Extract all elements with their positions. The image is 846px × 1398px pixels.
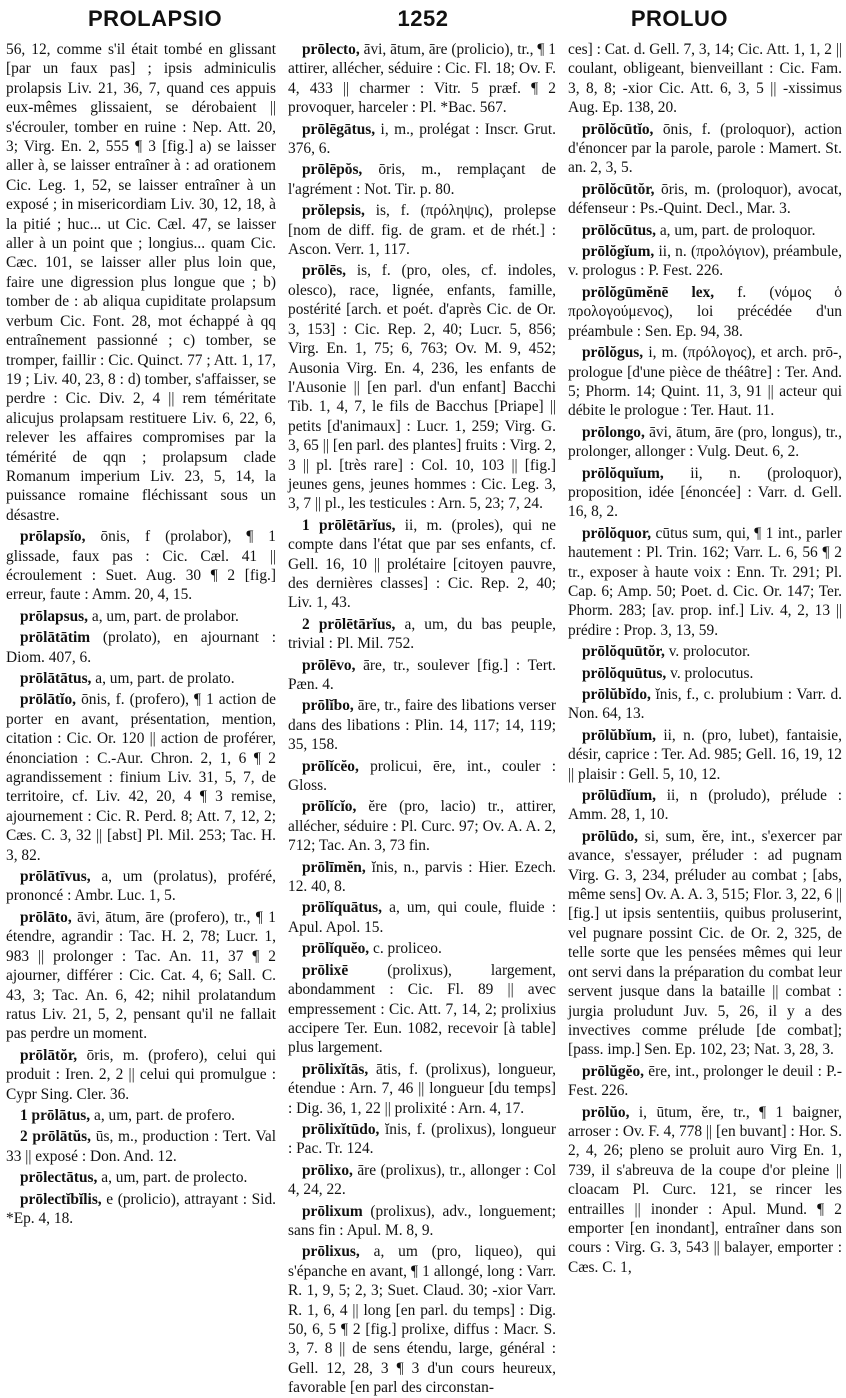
entry-definition: ēre, int., prolonger le deuil : P.-Fest. 226. [568,1062,842,1100]
entry-headword: prŏlepsis, [302,202,365,220]
entry-headword: prōlēvo, [302,656,356,674]
entry-definition: (prolixus), adv., longuement; sans fin : Apul. M. 8, 9. [288,1202,556,1239]
entry-definition: āre (prolixus), tr., allonger : Col 4, 24, 22. [288,1161,556,1199]
entry-headword: prōlŏcūtŏr, [582,180,655,198]
entry-headword: prōlectĭbĭlis, [20,1190,102,1208]
entry-definition: a, um, du bas peuple, trivial : Pl. Mil. 752. [288,615,556,653]
entry-headword: prōlŭbĭum, [582,726,656,744]
entry-headword: 2 prōlētārĭus, [302,615,396,633]
entry-headword: prōlŏgus, [582,344,644,362]
entry-headword: prōlĭquātus, [302,899,382,917]
entry-headword: 2 prōlātŭs, [20,1128,92,1146]
entry-headword: prōlŏquor, [582,524,652,542]
entry-definition: āre, tr., soulever [fig.] : Tert. Pæn. 4. [288,656,556,693]
dictionary-entry [568,726,842,784]
dictionary-entry [6,867,276,906]
dictionary-entry [288,939,556,958]
dictionary-entry [288,1161,556,1200]
dictionary-entry [288,696,556,754]
entry-definition: 56, 12, comme s'il était tombé en glissant [par un faux pas] ; ipsis adminiculis prolapsis Liv. 21, 36, 7, quand ces appuis eux-mêmes glissaient, se dérobaient || s'écrouler, tomber en ruine : Nep. Att. 20, 3; Virg. En. 2, 555 ¶ 3 [fig.] a) se laisser aller à, se laisser entraîner à : ad orationem Cic. Leg. 1, 52, se laisser entraîner à un exposé ; in misericordiam Liv. 30, 12, 18, à la pitié ; huc... ut Cic. Cæl. 47, se laisser aller à un point que ; longius... quam Cic. Cæc. 101, se laisser aller plus loin que, faire une digression plus longue que ; b) tomber de : ab aliqua cupiditate prolapsum verbum Cic. Font. 28, mot échappé à qq entraînement passionné ; c) tomber, se tromper, faillir : Cic. Quinct. 77 ; Att. 1, 17, 19 ; Liv. 40, 23, 8 : d) tomber, s'affaisser, se perdre : Cic. Div. 2, 4 || rem téméritate alicujus prolapsam restituere Liv. 6, 22, 6, relever les affaires compromises par la témérité de qqn ; prolapsum clade Romanum imperium Liv. 23, 5, 14, la puissance romaine fléchissant sous un désastre. [6,41,276,524]
entry-headword: prōlĭcĭo, [302,798,357,816]
entry-headword: prōlapsĭo, [20,528,86,546]
column-3 [568,40,842,1348]
dictionary-entry [568,685,842,724]
dictionary-entry [288,797,556,855]
entry-definition: ĕre (pro, lacio) tr., attirer, allécher, séduire : Pl. Curc. 97; Ov. A. A. 2, 712; Tac. An. 3, 73 fin. [288,798,557,855]
dictionary-entry [568,242,842,281]
entry-definition: āre, tr., faire des libations verser dans des libations : Plin. 14, 117; 14, 119; 35, 158. [288,697,556,754]
entry-definition: i, m. (πρόλογος), et arch. prō-, prologue [d'une pièce de théâtre] : Ter. And. 5; Phorm. 14; Quint. 11, 3, 91 || acteur qui débite le prologue : Ter. Haut. 11. [568,344,842,420]
entry-headword: prōlūdĭum, [582,787,656,805]
entry-definition: ii, m. (proles), qui ne compte dans l'état que par ses enfants, cf. Gell. 16, 10 || prolétaire [citoyen pauvre, des dernières classes] : Cic. Rep. 2, 40; Liv. 1, 43. [288,516,557,612]
dictionary-entry [568,664,842,683]
dictionary-entry [288,1242,556,1397]
dictionary-entry [568,180,842,219]
left-guide-word: PROLAPSIO [88,6,223,31]
entry-definition: e (prolicio), attrayant : Sid. *Ep. 4, 18. [6,1190,276,1227]
entry-definition: ōris, m. (profero), celui qui produit : Iren. 2, 2 || celui qui promulgue : Cypr Sing. Cler. 36. [6,1046,276,1103]
entry-definition: āvi, ātum, āre (pro, longus), tr., prolonger, allonger : Vulg. Deut. 6, 2. [568,423,842,461]
entry-definition: ii, n. (προλόγιον), préambule, v. prologus : P. Fest. 226. [568,243,842,280]
dictionary-entry [568,283,842,341]
entry-headword: prōlātātim [20,629,91,647]
entry-definition: (prolato), en ajournant : Diom. 407, 6. [6,629,276,666]
entry-headword: prōlēpŏs, [302,161,363,179]
entry-definition: f. (νόμος ὁ προλογούμενος), loi précédée d'un préambule : Sen. Ep. 94, 38. [568,283,842,340]
entry-headword: prōlēs, [302,262,347,280]
page-header [0,6,846,36]
dictionary-entry [568,221,842,240]
entry-headword: prōlixē [302,961,349,979]
dictionary-entry [288,656,556,695]
dictionary-entry [6,40,276,525]
dictionary-entry [288,201,556,259]
entry-headword: prōlŏcūtĭo, [582,120,654,138]
entry-headword: prōlĭbo, [302,697,354,715]
entry-headword: prōlŏquūtŏr, [582,643,665,661]
dictionary-entry [288,961,556,1058]
entry-headword: prōlātātus, [20,670,92,687]
dictionary-entry [6,1168,276,1187]
dictionary-entry [288,40,556,118]
entry-definition: a, um, part. de proloquor. [659,221,816,239]
entry-definition: āvi, ātum, āre (prolicio), tr., ¶ 1 attirer, allécher, séduire : Cic. Fl. 18; Ov. F. 4, 433 || charmer : Vitr. 5 præf. ¶ 2 provoquer, harceler : Pl. *Bac. 567. [288,41,556,117]
entry-headword: prōlixĭtūdo, [302,1120,380,1138]
entry-definition: cūtus sum, qui, ¶ 1 int., parler hautement : Pl. Trin. 162; Varr. L. 6, 56 ¶ 2 tr., exposer à haute voix : Enn. Tr. 291; Pl. Cap. 6; Amp. 50; Poet. d. Cic. Or. 147; Ter. Phorm. 283; [av. prop. inf.] Liv. 4, 2, 13 || prédire : Prop. 3, 13, 59. [568,524,842,639]
entry-headword: prōlectātus, [20,1169,98,1187]
entry-headword: prōlixum [302,1202,363,1220]
entry-definition: ōris, m. (proloquor), avocat, défenseur : Ps.-Quint. Decl., Mar. 3. [568,180,842,218]
dictionary-entry [6,908,276,1044]
entry-definition: (prolixus), largement, abondamment : Cic. Fl. 89 || avec empressement : Cic. Att. 7, 14, 2; prolixius accipere Ter. Eun. 1082, recevoir [à table] plus largement. [288,961,556,1057]
entry-headword: prōlŏquūtus, [582,664,667,682]
dictionary-entry [568,1062,842,1101]
dictionary-entry [288,1060,556,1118]
entry-headword: prōlixĭtās, [302,1060,369,1078]
dictionary-entry [288,1120,556,1159]
entry-definition: v. prolocutor. [668,643,751,661]
dictionary-entry [288,858,556,897]
entry-headword: prōlŏcūtus, [582,221,656,239]
entry-definition: v. prolocutus. [670,664,754,682]
dictionary-entry [568,120,842,178]
dictionary-entry [6,527,276,605]
right-guide-word: PROLUO [630,6,728,31]
dictionary-entry [6,690,276,865]
entry-definition: a, um (prolatus), proféré, prononcé : Ambr. Luc. 1, 5. [6,868,276,905]
entry-headword: prōlŏquĭum, [582,464,664,482]
entry-definition: a, um, part. de prolato. [95,670,235,687]
dictionary-entry [568,423,842,462]
entry-definition: is, f. (pro, oles, cf. indoles, olesco), race, lignée, enfants, famille, postérité [arch. et poét. d'après Cic. de Or. 3, 153] : Cic. Rep. 2, 40; Lucr. 5, 856; Virg. En. 1, 75; 6, 763; Ov. M. 9, 452; Ausonia Virg. En. 4, 236, les enfants de l'Ausonie || [en parl. d'un enfant] Bacchi Tib. 1, 4, 7, le fils de Bacchus [Priape] || petits [d'animaux] : Lucr. 1, 259; Virg. G. 3, 65 || [en parl. des plantes] fruits : Virg. 2, 3 || pl. [très rare] : Col. 10, 103 || [fig.] jeunes gens, jeunes hommes : Cic. Leg. 3, 3, 7 || pl., les testicules : Arn. 5, 23; 7, 24. [288,262,556,513]
entry-definition: ōnis, f. (profero), ¶ 1 action de porter en avant, présentation, mention, citation : Cic. Or. 120 || action de proférer, énonciation : C.-Aur. Chron. 2, 1, 6 ¶ 2 agrandissement : finium Liv. 31, 5, 7, de territoire, cf. Liv. 42, 20, 4 ¶ 3 remise, ajournement : Cic. R. Perd. 8; Att. 7, 12, 2; Cæs. C. 3, 32 || [abst] Pl. Mil. 253; Tac. H. 3, 82. [6,691,276,864]
entry-definition: ĭnis, f., c. prolubium : Varr. d. Non. 64, 13. [568,686,842,723]
entry-headword: prōlapsus, [20,607,89,625]
entry-definition: ōris, m., remplaçant de l'agrément : Not. Tir. p. 80. [288,161,556,198]
entry-headword: prōlēgātus, [302,120,376,138]
entry-headword: prōlecto, [302,41,360,58]
entry-headword: 1 prōlētārĭus, [302,516,396,534]
entry-headword: 1 prōlātus, [20,1106,91,1124]
entry-definition: ĭnis, n., parvis : Hier. Ezech. 12. 40, 8. [288,858,556,896]
dictionary-entry [568,343,842,421]
entry-headword: prōlātŏr, [20,1046,78,1064]
entry-headword: prōlongo, [582,423,645,441]
entry-definition: āvi, ātum, āre (profero), tr., ¶ 1 étendre, agrandir : Tac. H. 2, 78; Lucr. 1, 983 || prolonger : Tac. An. 11, 37 ¶ 2 ajourner, différer : Cic. Cat. 4, 6; Sall. C. 43, 3; Tac. An. 6, 42; nihil prolatandum ratus Liv. 21, 5, 2, pensant qu'il ne fallait pas perdre un moment. [6,908,276,1043]
entry-headword: prōlūdo, [582,827,639,845]
entry-definition: ātis, f. (prolixus), longueur, étendue : Arn. 7, 46 || longueur [du temps] : Dig. 36, 1, 22 || prolixité : Arn. 4, 17. [288,1060,556,1117]
entry-headword: prōlātĭo, [20,691,77,709]
entry-definition: ūs, m., production : Tert. Val 33 || exposé : Don. And. 12. [6,1128,276,1165]
column-1 [6,40,276,1348]
dictionary-entry [288,516,556,613]
entry-definition: ces] : Cat. d. Gell. 7, 3, 14; Cic. Att. 1, 1, 2 || coulant, obligeant, bienveillant : Cic. Fam. 3, 8, 8; -xior Cic. Att. 6, 3, 5 || -xissimus Aug. Ep. 138, 20. [568,41,842,117]
entry-headword: prōlŏgĭum, [582,243,655,261]
dictionary-entry [568,40,842,118]
dictionary-entry [6,1190,276,1229]
entry-headword: prōlixo, [302,1161,353,1179]
entry-definition: ii, n. (pro, lubet), fantaisie, désir, caprice : Ter. Ad. 985; Gell. 16, 19, 12 || plaisir : Gell. 5, 10, 12. [568,726,842,783]
dictionary-entry [288,261,556,513]
entry-definition: ōnis, f (prolabor), ¶ 1 glissade, faux pas : Cic. Cæl. 41 || écroulement : Suet. Aug. 30 ¶ 2 [fig.] erreur, faute : Amm. 20, 4, 15. [6,528,276,604]
dictionary-entry [288,898,556,937]
dictionary-entry [6,1106,276,1125]
dictionary-entry [568,827,842,1060]
entry-definition: a, um, part. de prolecto. [101,1169,248,1187]
entry-definition: a, um, part. de prolabor. [91,607,239,625]
entry-definition: ōnis, f. (proloquor), action d'énoncer par la parole, parole : Mamert. St. an. 2, 3, 5. [568,120,842,177]
dictionary-entry [6,1046,276,1104]
entry-headword: prōlĭquĕo, [302,940,370,958]
dictionary-entry [6,628,276,667]
entry-definition: prolicui, ēre, int., couler : Gloss. [288,757,556,795]
entry-definition: ii, n. (proloquor), proposition, idée [énoncée] : Varr. d. Gell. 16, 8, 2. [568,464,842,521]
dictionary-entry [288,757,556,796]
dictionary-entry [568,642,842,661]
dictionary-entry [6,607,276,626]
entry-definition: i, ūtum, ĕre, tr., ¶ 1 baigner, arroser : Ov. F. 4, 778 || [en buvant] : Hor. S. 2, 4, 26; pleno se proluit auro Virg En. 1, 739, il s'abreuva de la coupe d'or pleine || cloacam Pl. Curc. 121, se rincer les entrailles || inonder : Apul. Mund. ¶ 2 emporter [en inondant], entraîner dans son cours : Virg. G. 3, 543 || balayer, emporter : Cæs. C. 1, [568,1103,842,1276]
entry-headword: prōlŏgūmĕnē lex, [582,283,715,301]
dictionary-entry [288,120,556,159]
dictionary-entry [568,524,842,640]
entry-headword: prōlŭo, [582,1103,630,1121]
column-2 [288,40,557,1397]
dictionary-entry [288,615,556,654]
entry-definition: is, f. (πρόληψις), prolepse [nom de diff. fig. de gram. et de rhét.] : Ascon. Verr. 1, 117. [288,202,556,259]
entry-definition: i, m., prolégat : Inscr. Grut. 376, 6. [288,120,556,158]
page-number: 1252 [397,6,449,31]
entry-headword: prōlīmĕn, [302,858,366,876]
entry-headword: prōlāto, [20,908,72,926]
dictionary-entry [568,464,842,522]
entry-definition: ii, n (proludo), prélude : Amm. 28, 1, 10. [568,787,842,824]
entry-definition: c. proliceo. [373,940,442,958]
dictionary-entry [288,1202,556,1241]
entry-headword: prōlĭcĕo, [302,757,359,775]
entry-definition: a, um, qui coule, fluide : Apul. Apol. 15. [288,899,556,936]
entry-definition: si, sum, ĕre, int., s'exercer par avance, s'essayer, préluder : ad pugnam Virg. G. 3, 234, préluder au combat ; [abs, même sens] Ov. A. A. 3, 515; Flor. 3, 22, 6 || [fig.] ut ipsis sententiis, quibus proluserint, vel pugnare possint Cic. de Or. 2, 325, de telle sorte que les pensées mêmes qui leur ont servi dans la préparation du combat leur servent jusque dans la bataille || combat : jurgia proludunt Juv. 5, 26, il y a des invectives comme prélude [de combat]; [pass. imp.] Sen. Ep. 102, 23; Nat. 3, 28, 3. [568,827,842,1059]
dictionary-entry [568,1103,842,1278]
dictionary-columns [6,40,842,1397]
entry-headword: prōlātīvus, [20,868,91,886]
dictionary-entry [6,669,276,688]
entry-definition: a, um (pro, liqueo), qui s'épanche en avant, ¶ 1 allongé, long : Varr. R. 1, 9, 5; 2, 3; Suet. Claud. 30; -xior Varr. R. 1, 6, 4 || long [en parl. du temps] : Dig. 50, 6, 5 ¶ 2 [fig.] prolixe, diffus : Macr. S. 3, 7. 8 || de sens étendu, large, général : Gell. 12, 28, 3 ¶ 3 d'un cours heureux, favorable [en parl des circonstan- [288,1243,556,1397]
dictionary-entry [568,786,842,825]
entry-headword: prōlŭbĭdo, [582,686,651,703]
entry-definition: a, um, part. de profero. [93,1106,236,1124]
dictionary-entry [288,160,556,199]
entry-headword: prōlŭgĕo, [582,1062,644,1080]
entry-headword: prōlixus, [302,1243,360,1261]
entry-definition: ĭnis, f. (prolixus), longueur : Pac. Tr. 124. [288,1120,556,1158]
dictionary-entry [6,1127,276,1166]
